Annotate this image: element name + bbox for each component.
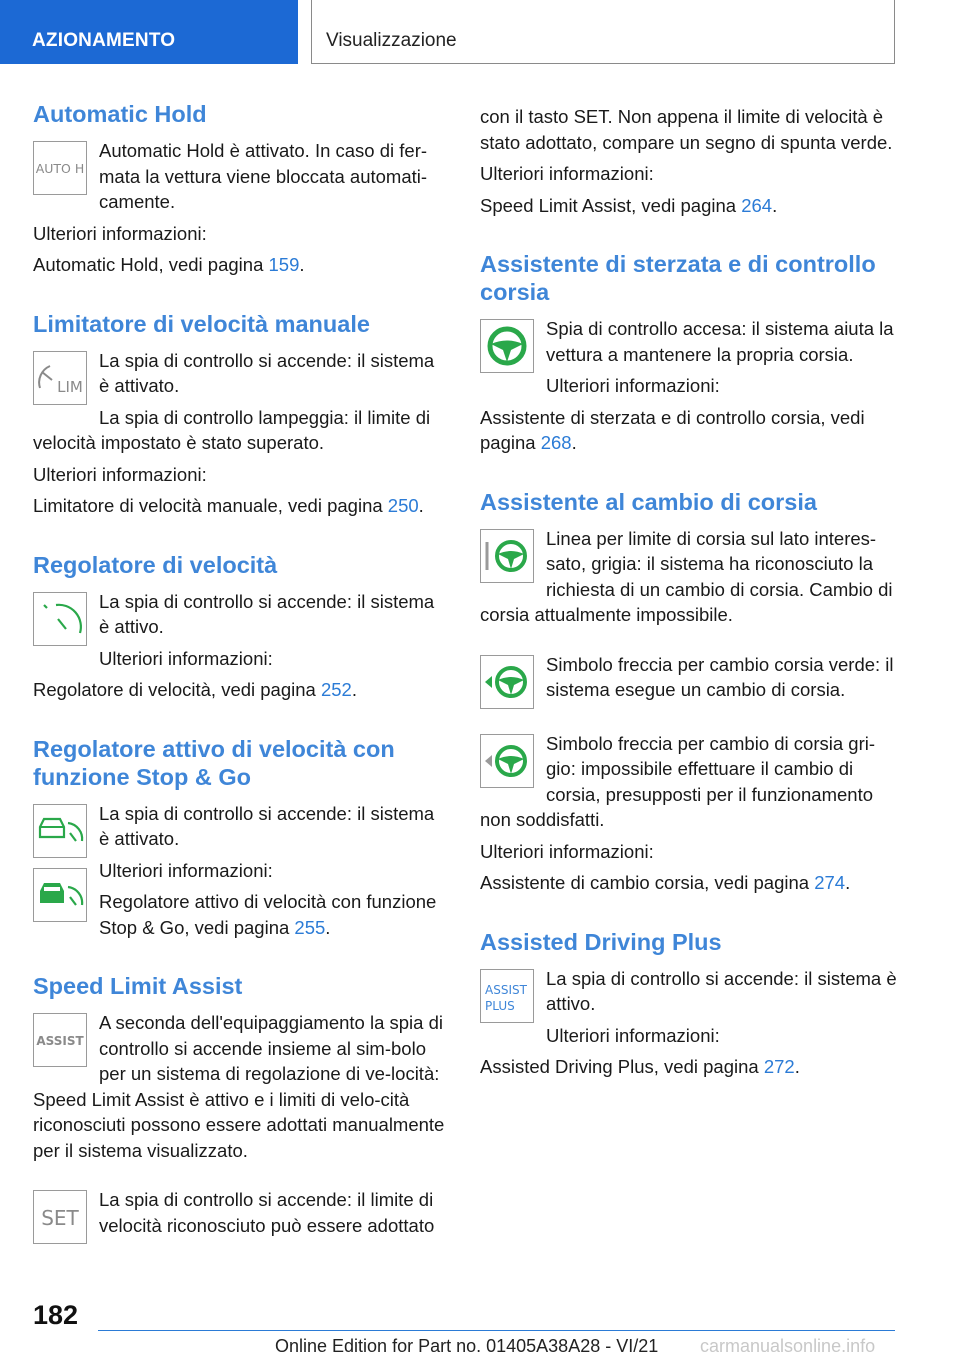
cruise-more: Ulteriori informazioni:: [99, 647, 273, 669]
section-header: [311, 0, 895, 64]
lane-change-more: Ulteriori informazioni:: [480, 840, 654, 862]
ref-end: .: [845, 872, 851, 893]
left-column: [33, 100, 448, 1248]
lane-change-desc1: Linea per limite di corsia sul lato interes-sato, grigia: il sistema ha riconosciuto la richiesta di un cambio di corsia. Cambio di corsia attualmente impossibile.: [480, 527, 893, 625]
page-link-264[interactable]: 264: [741, 194, 773, 216]
set-icon: [33, 1190, 87, 1244]
ref-text: Regolatore attivo di velocità con funzione Stop & Go, vedi pagina: [99, 891, 437, 938]
limiter-desc2: La spia di controllo lampeggia: il limite di velocità impostato è stato superato.: [33, 406, 431, 453]
ref-text: Automatic Hold, vedi pagina: [33, 254, 269, 275]
ref-text: Limitatore di velocità manuale, vedi pagina: [33, 495, 388, 516]
cruise-desc: La spia di controllo si accende: il sistema è attivo.: [99, 590, 435, 637]
chapter-tab-label: AZIONAMENTO: [32, 30, 176, 51]
ref-text: Assistente di sterzata e di controllo corsia, vedi pagina: [480, 406, 865, 453]
heading-lane-change: Assistente al cambio di corsia: [480, 488, 817, 515]
lane-change-desc3: Simbolo freccia per cambio di corsia gri-gio: impossibile effettuare il cambio di corsia, presupposti per il funzionamento non soddisfatti.: [480, 732, 876, 830]
auto-hold-ref: [33, 252, 448, 278]
ref-end: .: [418, 495, 424, 516]
ref-text: Assisted Driving Plus, vedi pagina: [480, 1056, 764, 1077]
ref-end: .: [772, 194, 778, 216]
lane-change-item-1: [480, 526, 900, 634]
section-header-label: Visualizzazione: [326, 30, 457, 51]
acc-item: [33, 801, 448, 947]
lane-change-ref: [480, 870, 900, 896]
watermark: carmanualsonline.info: [700, 1336, 876, 1356]
svg-text:LIM: LIM: [57, 377, 83, 396]
adp-desc: La spia di controllo si accende: il sistema è attivo.: [546, 967, 897, 1014]
ref-end: .: [299, 254, 305, 275]
limiter-ref: [33, 493, 448, 519]
page-number: 182: [33, 1300, 79, 1330]
speed-limiter-icon: [33, 351, 87, 405]
cruise-control-icon: [33, 592, 87, 646]
ref-end: .: [325, 916, 331, 938]
assist-plus-icon: [480, 969, 534, 1023]
acc-outline-icon: [33, 804, 87, 858]
sla-cont-ref: [480, 193, 900, 219]
heading-limiter: Limitatore di velocità manuale: [33, 310, 370, 337]
sla-desc: A seconda dell'equipaggiamento la spia di controllo si accende insieme al sim-bolo per un sistema di regolazione di ve-locità: Speed Limit Assist è attivo e i limiti di velo-cità riconosciuti possono essere adottati manualmente per il sistema visualizzato.: [33, 1012, 445, 1161]
lane-change-desc2: Simbolo freccia per cambio corsia verde: il sistema esegue un cambio di corsia.: [546, 653, 894, 700]
svg-text:SET: SET: [41, 1206, 79, 1230]
adp-item: [480, 966, 900, 1055]
page-link-268[interactable]: 268: [540, 432, 572, 453]
svg-text:AUTO H: AUTO H: [35, 161, 85, 176]
footer-divider: [98, 1330, 895, 1331]
steering-ref: [480, 405, 900, 456]
assist-icon: [33, 1013, 87, 1067]
lane-change-item-2: [480, 652, 900, 713]
steering-more: Ulteriori informazioni:: [546, 375, 720, 396]
ref-text: Assistente di cambio corsia, vedi pagina: [480, 872, 815, 893]
chapter-tab[interactable]: [0, 0, 298, 64]
acc-desc: La spia di controllo si accende: il sistema è attivato.: [99, 802, 435, 849]
heading-steering: Assistente di sterzata e di controllo corsia: [480, 251, 876, 305]
footer-edition: Online Edition for Part no. 01405A38A28 - VI/21: [275, 1336, 659, 1356]
cruise-ref: [33, 677, 448, 703]
ref-end: .: [351, 679, 357, 700]
lane-arrow-green-icon: [480, 655, 534, 709]
ref-end: .: [794, 1056, 800, 1077]
lane-arrow-gray-icon: [480, 734, 534, 788]
svg-text:PLUS: PLUS: [485, 998, 515, 1013]
limiter-item: [33, 348, 448, 462]
sla-set-desc: La spia di controllo si accende: il limite di velocità riconosciuto può essere adottato: [99, 1189, 435, 1236]
adp-more: Ulteriori informazioni:: [546, 1024, 720, 1046]
page-link-255[interactable]: 255: [294, 916, 326, 938]
acc-more: Ulteriori informazioni:: [99, 859, 273, 881]
steering-desc: Spia di controllo accesa: il sistema aiuta la vettura a mantenere la propria corsia.: [546, 318, 894, 365]
svg-text:ASSIST: ASSIST: [485, 982, 527, 997]
auto-h-icon: [33, 141, 87, 195]
sla-item: [33, 1010, 448, 1169]
steering-wheel-green-icon: [480, 319, 534, 373]
steering-item: [480, 316, 900, 405]
heading-acc: Regolatore attivo di velocità con funzione Stop & Go: [33, 735, 395, 790]
right-column: [480, 104, 900, 1086]
adp-ref: [480, 1054, 900, 1080]
heading-sla: Speed Limit Assist: [33, 973, 243, 999]
lane-line-gray-icon: [480, 529, 534, 583]
cruise-item: [33, 589, 448, 678]
auto-hold-desc: Automatic Hold è attivato. In caso di fer-mata la vettura viene bloccata automati-camente.: [99, 140, 428, 212]
page-link-272[interactable]: 272: [763, 1056, 795, 1077]
auto-hold-more: Ulteriori informazioni:: [33, 222, 207, 244]
heading-adp: Assisted Driving Plus: [480, 928, 722, 955]
sla-cont-desc: con il tasto SET. Non appena il limite di velocità è stato adottato, compare un segno di spunta verde.: [480, 106, 893, 153]
page-link-159[interactable]: 159: [268, 254, 300, 275]
ref-end: .: [571, 432, 577, 453]
acc-ref: [33, 889, 448, 940]
ref-text: Speed Limit Assist, vedi pagina: [480, 194, 742, 216]
limiter-desc1: La spia di controllo si accende: il sistema è attivato.: [99, 349, 435, 396]
sla-cont-more: Ulteriori informazioni:: [480, 163, 654, 184]
page-link-252[interactable]: 252: [320, 679, 352, 700]
svg-text:ASSIST: ASSIST: [36, 1034, 84, 1048]
acc-filled-icon: [33, 868, 87, 922]
ref-text: Regolatore di velocità, vedi pagina: [33, 679, 321, 700]
page-link-250[interactable]: 250: [387, 495, 419, 516]
page-link-274[interactable]: 274: [814, 872, 846, 893]
heading-cruise: Regolatore di velocità: [33, 551, 278, 578]
limiter-more: Ulteriori informazioni:: [33, 463, 207, 485]
lane-change-item-3: [480, 731, 900, 839]
sla-set-item: [33, 1187, 448, 1248]
heading-automatic-hold: Automatic Hold: [33, 101, 207, 127]
auto-hold-item: [33, 138, 448, 221]
